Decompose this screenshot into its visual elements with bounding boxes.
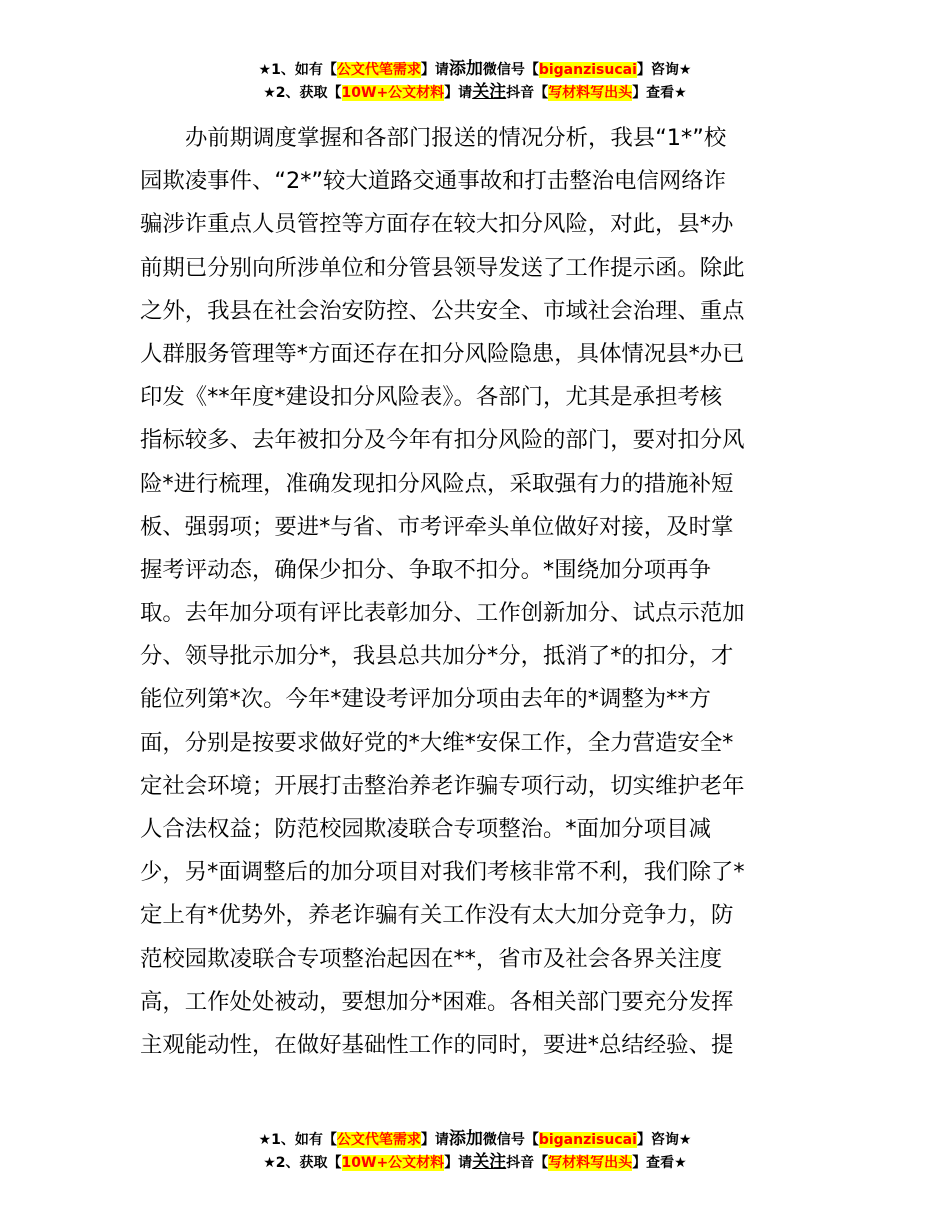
notice-line-1: ★1、如有【公文代笔需求】请添加微信号【biganzisucai】咨询★ — [258, 59, 692, 79]
body-line: 主观能动性，在做好基础性工作的同时，要进*总结经验、提 — [140, 1031, 734, 1058]
highlight-service: 公文代笔需求 — [336, 1132, 421, 1148]
highlight-service: 公文代笔需求 — [336, 62, 421, 78]
bottom-notice — [0, 1128, 950, 1174]
top-notice — [0, 58, 950, 104]
body-line: 人合法权益；防范校园欺凌联合专项整治。*面加分项目减 — [140, 816, 711, 842]
highlight-materials: 10W+公文材料 — [341, 85, 445, 101]
body-line: 握考评动态，确保少扣分、争取不扣分。*围绕加分项再争 — [140, 556, 711, 583]
document-body — [140, 117, 812, 1067]
body-line: 板、强弱项；要进*与省、市考评牵头单位做好对接，及时掌 — [140, 513, 734, 540]
highlight-materials: 10W+公文材料 — [341, 1155, 445, 1171]
highlight-wechat-id: biganzisucai — [538, 62, 637, 78]
body-line: 面，分别是按要求做好党的*大维*安保工作，全力营造安全* — [140, 729, 734, 756]
body-line: 险*进行梳理，准确发现扣分风险点，采取强有力的措施补短 — [140, 470, 734, 497]
highlight-douyin-account: 写材料写出头 — [548, 85, 633, 101]
body-line: 取。去年加分项有评比表彰加分、工作创新加分、试点示范加 — [140, 600, 745, 627]
body-line: 骗涉诈重点人员管控等方面存在较大扣分风险，对此，县*办 — [140, 211, 734, 238]
body-line: 之外，我县在社会治安防控、公共安全、市域社会治理、重点 — [140, 297, 745, 324]
body-line: 办前期调度掌握和各部门报送的情况分析，我县“1*”校 — [185, 125, 727, 151]
body-line: 人群服务管理等*方面还存在扣分风险隐患，具体情况县*办已 — [140, 340, 745, 367]
notice-line-2: ★2、获取【10W+公文材料】请关注抖音【写材料写出头】查看★ — [263, 82, 687, 102]
body-line: 定社会环境；开展打击整治养老诈骗专项行动，切实维护老年 — [140, 772, 745, 799]
notice-line-2: ★2、获取【10W+公文材料】请关注抖音【写材料写出头】查看★ — [263, 1152, 687, 1172]
body-line: 少，另*面调整后的加分项目对我们考核非常不利，我们除了* — [140, 859, 745, 886]
body-line: 范校园欺凌联合专项整治起因在**，省市及社会各界关注度 — [140, 945, 723, 972]
highlight-douyin-account: 写材料写出头 — [548, 1155, 633, 1171]
body-line: 能位列第*次。今年*建设考评加分项由去年的*调整为**方 — [140, 686, 711, 713]
body-line: 指标较多、去年被扣分及今年有扣分风险的部门，要对扣分风 — [140, 427, 745, 454]
notice-line-1: ★1、如有【公文代笔需求】请添加微信号【biganzisucai】咨询★ — [258, 1129, 692, 1149]
body-line: 印发《**年度*建设扣分风险表》。各部门，尤其是承担考核 — [140, 384, 723, 411]
body-line: 分、领导批示加分*，我县总共加分*分，抵消了*的扣分，才 — [140, 643, 734, 670]
body-line: 高，工作处处被动，要想加分*困难。各相关部门要充分发挥 — [140, 988, 734, 1015]
body-line: 园欺凌事件、“2*”较大道路交通事故和打击整治电信网络诈 — [140, 168, 727, 195]
highlight-wechat-id: biganzisucai — [538, 1132, 637, 1148]
body-line: 前期已分别向所涉单位和分管县领导发送了工作提示函。除此 — [140, 254, 745, 281]
body-line: 定上有*优势外，养老诈骗有关工作没有太大加分竞争力，防 — [140, 902, 734, 929]
